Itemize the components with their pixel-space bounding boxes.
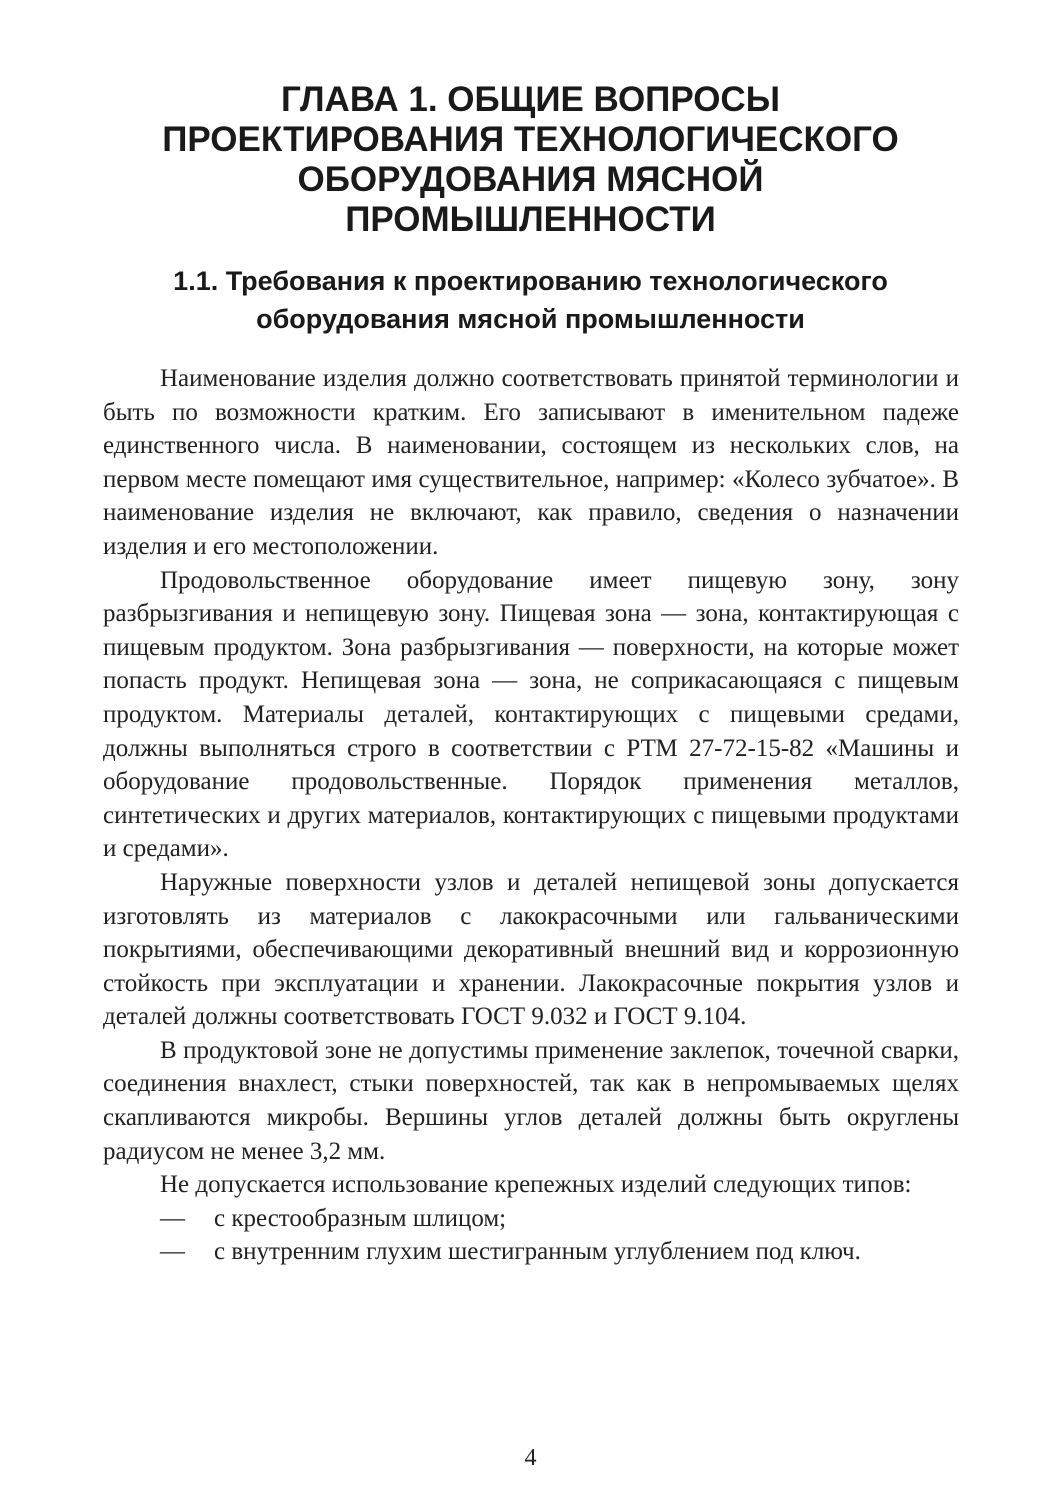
chapter-title-line: ГЛАВА 1. ОБЩИЕ ВОПРОСЫ [281, 80, 780, 119]
list-dash: — [160, 1238, 185, 1266]
list-dash: — [160, 1204, 185, 1232]
list-item [103, 1202, 959, 1236]
list-item [103, 1235, 959, 1269]
section-title-line: 1.1. Требования к проектированию технологического [173, 266, 888, 296]
chapter-title-line: ПРОМЫШЛЕННОСТИ [345, 200, 716, 239]
fastener-list [103, 1202, 959, 1269]
section-title-line: оборудования мясной промышленности [256, 304, 805, 334]
paragraph: Продовольственное оборудование имеет пищевую зону, зону разбрызгивания и непищевую зону. Пищевая зона — зона, контактирующая с пищевым продуктом. Зона разбрызгивания — поверхности, на которые может попасть продукт. Непищевая зона — зона, не соприкасающаяся с пищевым продуктом. Материалы деталей, контактирующих с пищевыми средами, должны выполняться строго в соответствии с РТМ 27-72-15-82 «Машины и оборудование продовольственные. Порядок применения металлов, синтетических и других материалов, контактирующих с пищевыми продуктами и средами». [103, 566, 959, 863]
paragraph: В продуктовой зоне не допустимы применение заклепок, точечной сварки, соединения внахлест, стыки поверхностей, так как в непромываемых щелях скапливаются микробы. Вершины углов деталей должны быть округлены радиусом не менее 3,2 мм. [103, 1036, 959, 1165]
section-title [90, 262, 971, 338]
page-number: 4 [524, 1445, 537, 1471]
paragraph: Наименование изделия должно соответствовать принятой терминологии и быть по возможности кратким. Его записывают в именительном падеже единственного числа. В наименовании, состоящем из нескольких слов, на первом месте помещают имя существительное, например: «Колесо зубчатое». В наименование изделия не включают, как правило, сведения о назначении изделия и его местоположении. [103, 365, 959, 560]
list-item-text: с внутренним глухим шестигранным углублением под ключ. [214, 1238, 861, 1266]
paragraph: Наружные поверхности узлов и деталей непищевой зоны допускается изготовлять из материалов с лакокрасочными или гальваническими покрытиями, обеспечивающими декоративный внешний вид и коррозионную стойкость при эксплуатации и хранении. Лакокрасочные покрытия узлов и деталей должны соответствовать ГОСТ 9.032 и ГОСТ 9.104. [103, 868, 959, 1031]
list-item-text: с крестообразным шлицом; [214, 1204, 507, 1232]
chapter-title [100, 80, 961, 240]
body-text [103, 362, 959, 1269]
paragraph: Не допускается использование крепежных изделий следующих типов: [160, 1171, 912, 1199]
chapter-title-line: ОБОРУДОВАНИЯ МЯСНОЙ [297, 160, 764, 199]
chapter-title-line: ПРОЕКТИРОВАНИЯ ТЕХНОЛОГИЧЕСКОГО [162, 120, 899, 159]
